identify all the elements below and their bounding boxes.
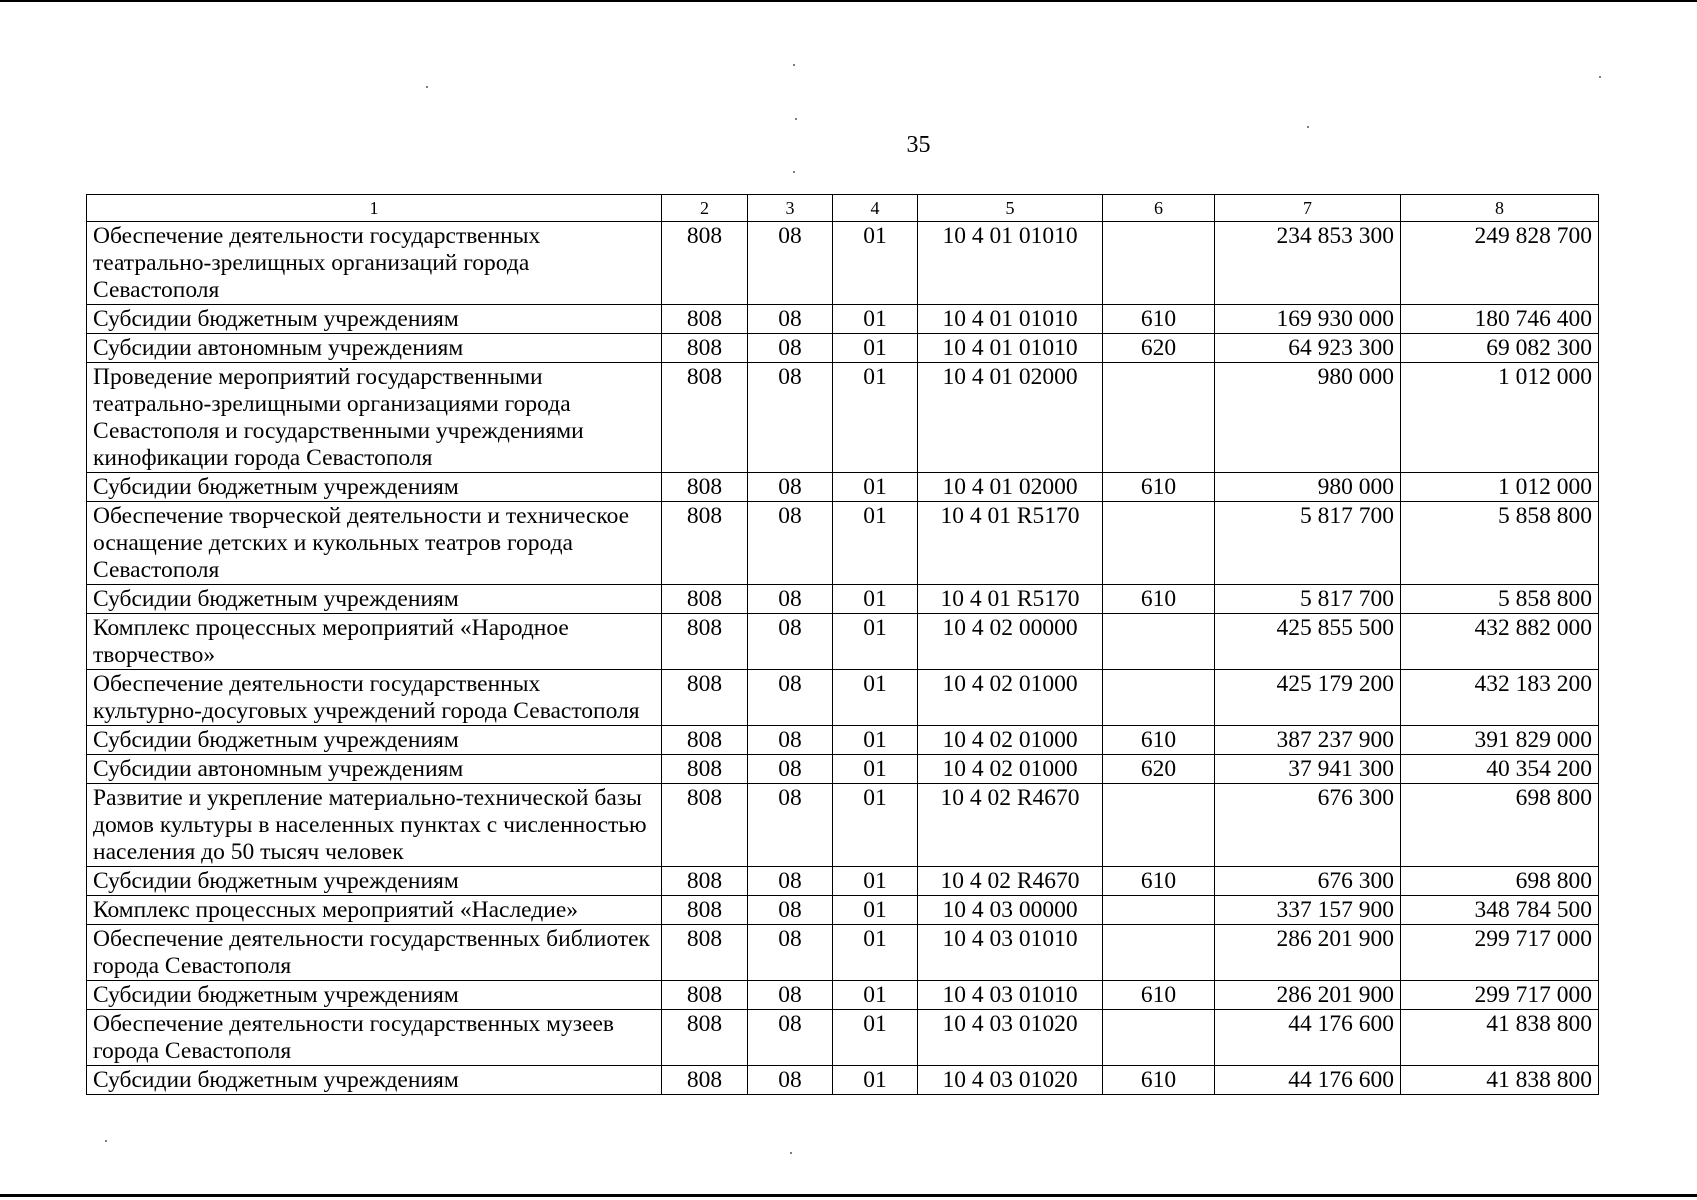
- subsection-code: 01: [833, 502, 918, 585]
- table-row: [87, 670, 1599, 726]
- section-code: 08: [748, 784, 833, 867]
- amount-year-2: 41 838 800: [1401, 1010, 1599, 1066]
- subsection-code: 01: [833, 305, 918, 334]
- amount-year-1: 387 237 900: [1215, 726, 1401, 755]
- ministry-code: 808: [662, 1066, 748, 1095]
- amount-year-2: 432 183 200: [1401, 670, 1599, 726]
- target-article-code: 10 4 03 01020: [918, 1066, 1103, 1095]
- subsection-code: 01: [833, 614, 918, 670]
- ministry-code: 808: [662, 867, 748, 896]
- ministry-code: 808: [662, 305, 748, 334]
- amount-year-2: 180 746 400: [1401, 305, 1599, 334]
- subsection-code: 01: [833, 585, 918, 614]
- ministry-code: 808: [662, 726, 748, 755]
- amount-year-1: 676 300: [1215, 784, 1401, 867]
- expense-type-code: [1103, 896, 1215, 925]
- table-row: [87, 222, 1599, 305]
- scan-speck: [793, 171, 795, 173]
- page-number: 35: [906, 132, 931, 158]
- amount-year-1: 337 157 900: [1215, 896, 1401, 925]
- expense-type-code: 620: [1103, 755, 1215, 784]
- page-top-edge: [0, 0, 1697, 2]
- ministry-code: 808: [662, 784, 748, 867]
- item-name: Субсидии бюджетным учреждениям: [87, 726, 662, 755]
- table-row: [87, 502, 1599, 585]
- section-code: 08: [748, 305, 833, 334]
- ministry-code: 808: [662, 473, 748, 502]
- ministry-code: 808: [662, 363, 748, 473]
- table-row: [87, 925, 1599, 981]
- expense-type-code: [1103, 502, 1215, 585]
- budget-table: [86, 194, 1599, 1095]
- amount-year-1: 5 817 700: [1215, 502, 1401, 585]
- target-article-code: 10 4 03 01010: [918, 981, 1103, 1010]
- amount-year-1: 980 000: [1215, 363, 1401, 473]
- expense-type-code: [1103, 925, 1215, 981]
- item-name: Субсидии автономным учреждениям: [87, 755, 662, 784]
- amount-year-1: 44 176 600: [1215, 1066, 1401, 1095]
- expense-type-code: [1103, 784, 1215, 867]
- section-code: 08: [748, 585, 833, 614]
- section-code: 08: [748, 867, 833, 896]
- target-article-code: 10 4 03 00000: [918, 896, 1103, 925]
- amount-year-1: 980 000: [1215, 473, 1401, 502]
- table-row: [87, 473, 1599, 502]
- section-code: 08: [748, 334, 833, 363]
- amount-year-1: 64 923 300: [1215, 334, 1401, 363]
- table-row: [87, 867, 1599, 896]
- table-row: [87, 896, 1599, 925]
- scan-speck: [1599, 76, 1601, 78]
- amount-year-2: 1 012 000: [1401, 363, 1599, 473]
- table-row: [87, 585, 1599, 614]
- amount-year-2: 1 012 000: [1401, 473, 1599, 502]
- item-name: Комплекс процессных мероприятий «Народное творчество»: [87, 614, 662, 670]
- header-col-1: 1: [87, 195, 662, 222]
- ministry-code: 808: [662, 334, 748, 363]
- amount-year-2: 391 829 000: [1401, 726, 1599, 755]
- target-article-code: 10 4 01 R5170: [918, 585, 1103, 614]
- amount-year-1: 286 201 900: [1215, 981, 1401, 1010]
- table-row: [87, 784, 1599, 867]
- ministry-code: 808: [662, 585, 748, 614]
- ministry-code: 808: [662, 981, 748, 1010]
- section-code: 08: [748, 614, 833, 670]
- target-article-code: 10 4 01 02000: [918, 473, 1103, 502]
- section-code: 08: [748, 896, 833, 925]
- amount-year-2: 348 784 500: [1401, 896, 1599, 925]
- section-code: 08: [748, 1010, 833, 1066]
- item-name: Субсидии бюджетным учреждениям: [87, 305, 662, 334]
- section-code: 08: [748, 925, 833, 981]
- ministry-code: 808: [662, 755, 748, 784]
- subsection-code: 01: [833, 981, 918, 1010]
- target-article-code: 10 4 02 R4670: [918, 867, 1103, 896]
- subsection-code: 01: [833, 1010, 918, 1066]
- header-col-8: 8: [1401, 195, 1599, 222]
- target-article-code: 10 4 02 R4670: [918, 784, 1103, 867]
- amount-year-2: 41 838 800: [1401, 1066, 1599, 1095]
- target-article-code: 10 4 03 01020: [918, 1010, 1103, 1066]
- header-col-5: 5: [918, 195, 1103, 222]
- header-col-7: 7: [1215, 195, 1401, 222]
- subsection-code: 01: [833, 334, 918, 363]
- subsection-code: 01: [833, 755, 918, 784]
- subsection-code: 01: [833, 867, 918, 896]
- expense-type-code: 610: [1103, 305, 1215, 334]
- subsection-code: 01: [833, 784, 918, 867]
- ministry-code: 808: [662, 670, 748, 726]
- expense-type-code: 610: [1103, 726, 1215, 755]
- item-name: Проведение мероприятий государственными театрально-зрелищными организациями города Севастополя и государственными учреждениями кинофикации города Севастополя: [87, 363, 662, 473]
- header-col-6: 6: [1103, 195, 1215, 222]
- item-name: Субсидии бюджетным учреждениям: [87, 473, 662, 502]
- section-code: 08: [748, 502, 833, 585]
- expense-type-code: [1103, 614, 1215, 670]
- amount-year-2: 69 082 300: [1401, 334, 1599, 363]
- table-row: [87, 981, 1599, 1010]
- ministry-code: 808: [662, 925, 748, 981]
- ministry-code: 808: [662, 222, 748, 305]
- ministry-code: 808: [662, 896, 748, 925]
- table-row: [87, 1066, 1599, 1095]
- expense-type-code: 610: [1103, 473, 1215, 502]
- table-body: [87, 222, 1599, 1095]
- item-name: Субсидии автономным учреждениям: [87, 334, 662, 363]
- table-row: [87, 305, 1599, 334]
- amount-year-2: 5 858 800: [1401, 502, 1599, 585]
- subsection-code: 01: [833, 363, 918, 473]
- target-article-code: 10 4 02 00000: [918, 614, 1103, 670]
- target-article-code: 10 4 03 01010: [918, 925, 1103, 981]
- scan-speck: [426, 86, 428, 88]
- ministry-code: 808: [662, 1010, 748, 1066]
- expense-type-code: [1103, 1010, 1215, 1066]
- scan-speck: [793, 64, 795, 66]
- expense-type-code: 610: [1103, 1066, 1215, 1095]
- header-col-2: 2: [662, 195, 748, 222]
- ministry-code: 808: [662, 614, 748, 670]
- page-bottom-edge: [0, 1194, 1697, 1197]
- target-article-code: 10 4 01 02000: [918, 363, 1103, 473]
- subsection-code: 01: [833, 1066, 918, 1095]
- expense-type-code: [1103, 222, 1215, 305]
- section-code: 08: [748, 1066, 833, 1095]
- item-name: Развитие и укрепление материально-технической базы домов культуры в населенных пунктах с численностью населения до 50 тысяч человек: [87, 784, 662, 867]
- amount-year-2: 698 800: [1401, 867, 1599, 896]
- section-code: 08: [748, 473, 833, 502]
- amount-year-2: 432 882 000: [1401, 614, 1599, 670]
- amount-year-1: 425 179 200: [1215, 670, 1401, 726]
- expense-type-code: 610: [1103, 867, 1215, 896]
- header-col-3: 3: [748, 195, 833, 222]
- amount-year-1: 37 941 300: [1215, 755, 1401, 784]
- item-name: Субсидии бюджетным учреждениям: [87, 867, 662, 896]
- amount-year-2: 40 354 200: [1401, 755, 1599, 784]
- table-row: [87, 363, 1599, 473]
- table-row: [87, 726, 1599, 755]
- scan-speck: [105, 1140, 107, 1142]
- expense-type-code: [1103, 670, 1215, 726]
- section-code: 08: [748, 670, 833, 726]
- expense-type-code: 610: [1103, 981, 1215, 1010]
- amount-year-1: 169 930 000: [1215, 305, 1401, 334]
- section-code: 08: [748, 363, 833, 473]
- item-name: Обеспечение деятельности государственных театрально-зрелищных организаций города Севастополя: [87, 222, 662, 305]
- subsection-code: 01: [833, 670, 918, 726]
- target-article-code: 10 4 02 01000: [918, 670, 1103, 726]
- amount-year-2: 299 717 000: [1401, 981, 1599, 1010]
- section-code: 08: [748, 981, 833, 1010]
- amount-year-1: 286 201 900: [1215, 925, 1401, 981]
- item-name: Обеспечение деятельности государственных музеев города Севастополя: [87, 1010, 662, 1066]
- amount-year-1: 425 855 500: [1215, 614, 1401, 670]
- scan-speck: [1307, 126, 1309, 128]
- target-article-code: 10 4 02 01000: [918, 755, 1103, 784]
- table-row: [87, 614, 1599, 670]
- section-code: 08: [748, 755, 833, 784]
- scan-speck: [790, 1152, 792, 1154]
- target-article-code: 10 4 01 01010: [918, 222, 1103, 305]
- amount-year-1: 234 853 300: [1215, 222, 1401, 305]
- item-name: Субсидии бюджетным учреждениям: [87, 1066, 662, 1095]
- header-row: [87, 195, 1599, 222]
- item-name: Субсидии бюджетным учреждениям: [87, 981, 662, 1010]
- amount-year-1: 676 300: [1215, 867, 1401, 896]
- subsection-code: 01: [833, 896, 918, 925]
- target-article-code: 10 4 02 01000: [918, 726, 1103, 755]
- amount-year-2: 299 717 000: [1401, 925, 1599, 981]
- section-code: 08: [748, 222, 833, 305]
- amount-year-1: 44 176 600: [1215, 1010, 1401, 1066]
- expense-type-code: [1103, 363, 1215, 473]
- subsection-code: 01: [833, 222, 918, 305]
- amount-year-2: 249 828 700: [1401, 222, 1599, 305]
- item-name: Обеспечение деятельности государственных библиотек города Севастополя: [87, 925, 662, 981]
- scan-speck: [795, 118, 797, 120]
- ministry-code: 808: [662, 502, 748, 585]
- target-article-code: 10 4 01 01010: [918, 305, 1103, 334]
- amount-year-1: 5 817 700: [1215, 585, 1401, 614]
- subsection-code: 01: [833, 925, 918, 981]
- target-article-code: 10 4 01 R5170: [918, 502, 1103, 585]
- subsection-code: 01: [833, 726, 918, 755]
- subsection-code: 01: [833, 473, 918, 502]
- target-article-code: 10 4 01 01010: [918, 334, 1103, 363]
- header-col-4: 4: [833, 195, 918, 222]
- item-name: Обеспечение деятельности государственных культурно-досуговых учреждений города Севастополя: [87, 670, 662, 726]
- section-code: 08: [748, 726, 833, 755]
- item-name: Обеспечение творческой деятельности и техническое оснащение детских и кукольных театров города Севастополя: [87, 502, 662, 585]
- table-row: [87, 1010, 1599, 1066]
- item-name: Комплекс процессных мероприятий «Наследие»: [87, 896, 662, 925]
- table-row: [87, 755, 1599, 784]
- expense-type-code: 620: [1103, 334, 1215, 363]
- amount-year-2: 698 800: [1401, 784, 1599, 867]
- item-name: Субсидии бюджетным учреждениям: [87, 585, 662, 614]
- table-row: [87, 334, 1599, 363]
- expense-type-code: 610: [1103, 585, 1215, 614]
- amount-year-2: 5 858 800: [1401, 585, 1599, 614]
